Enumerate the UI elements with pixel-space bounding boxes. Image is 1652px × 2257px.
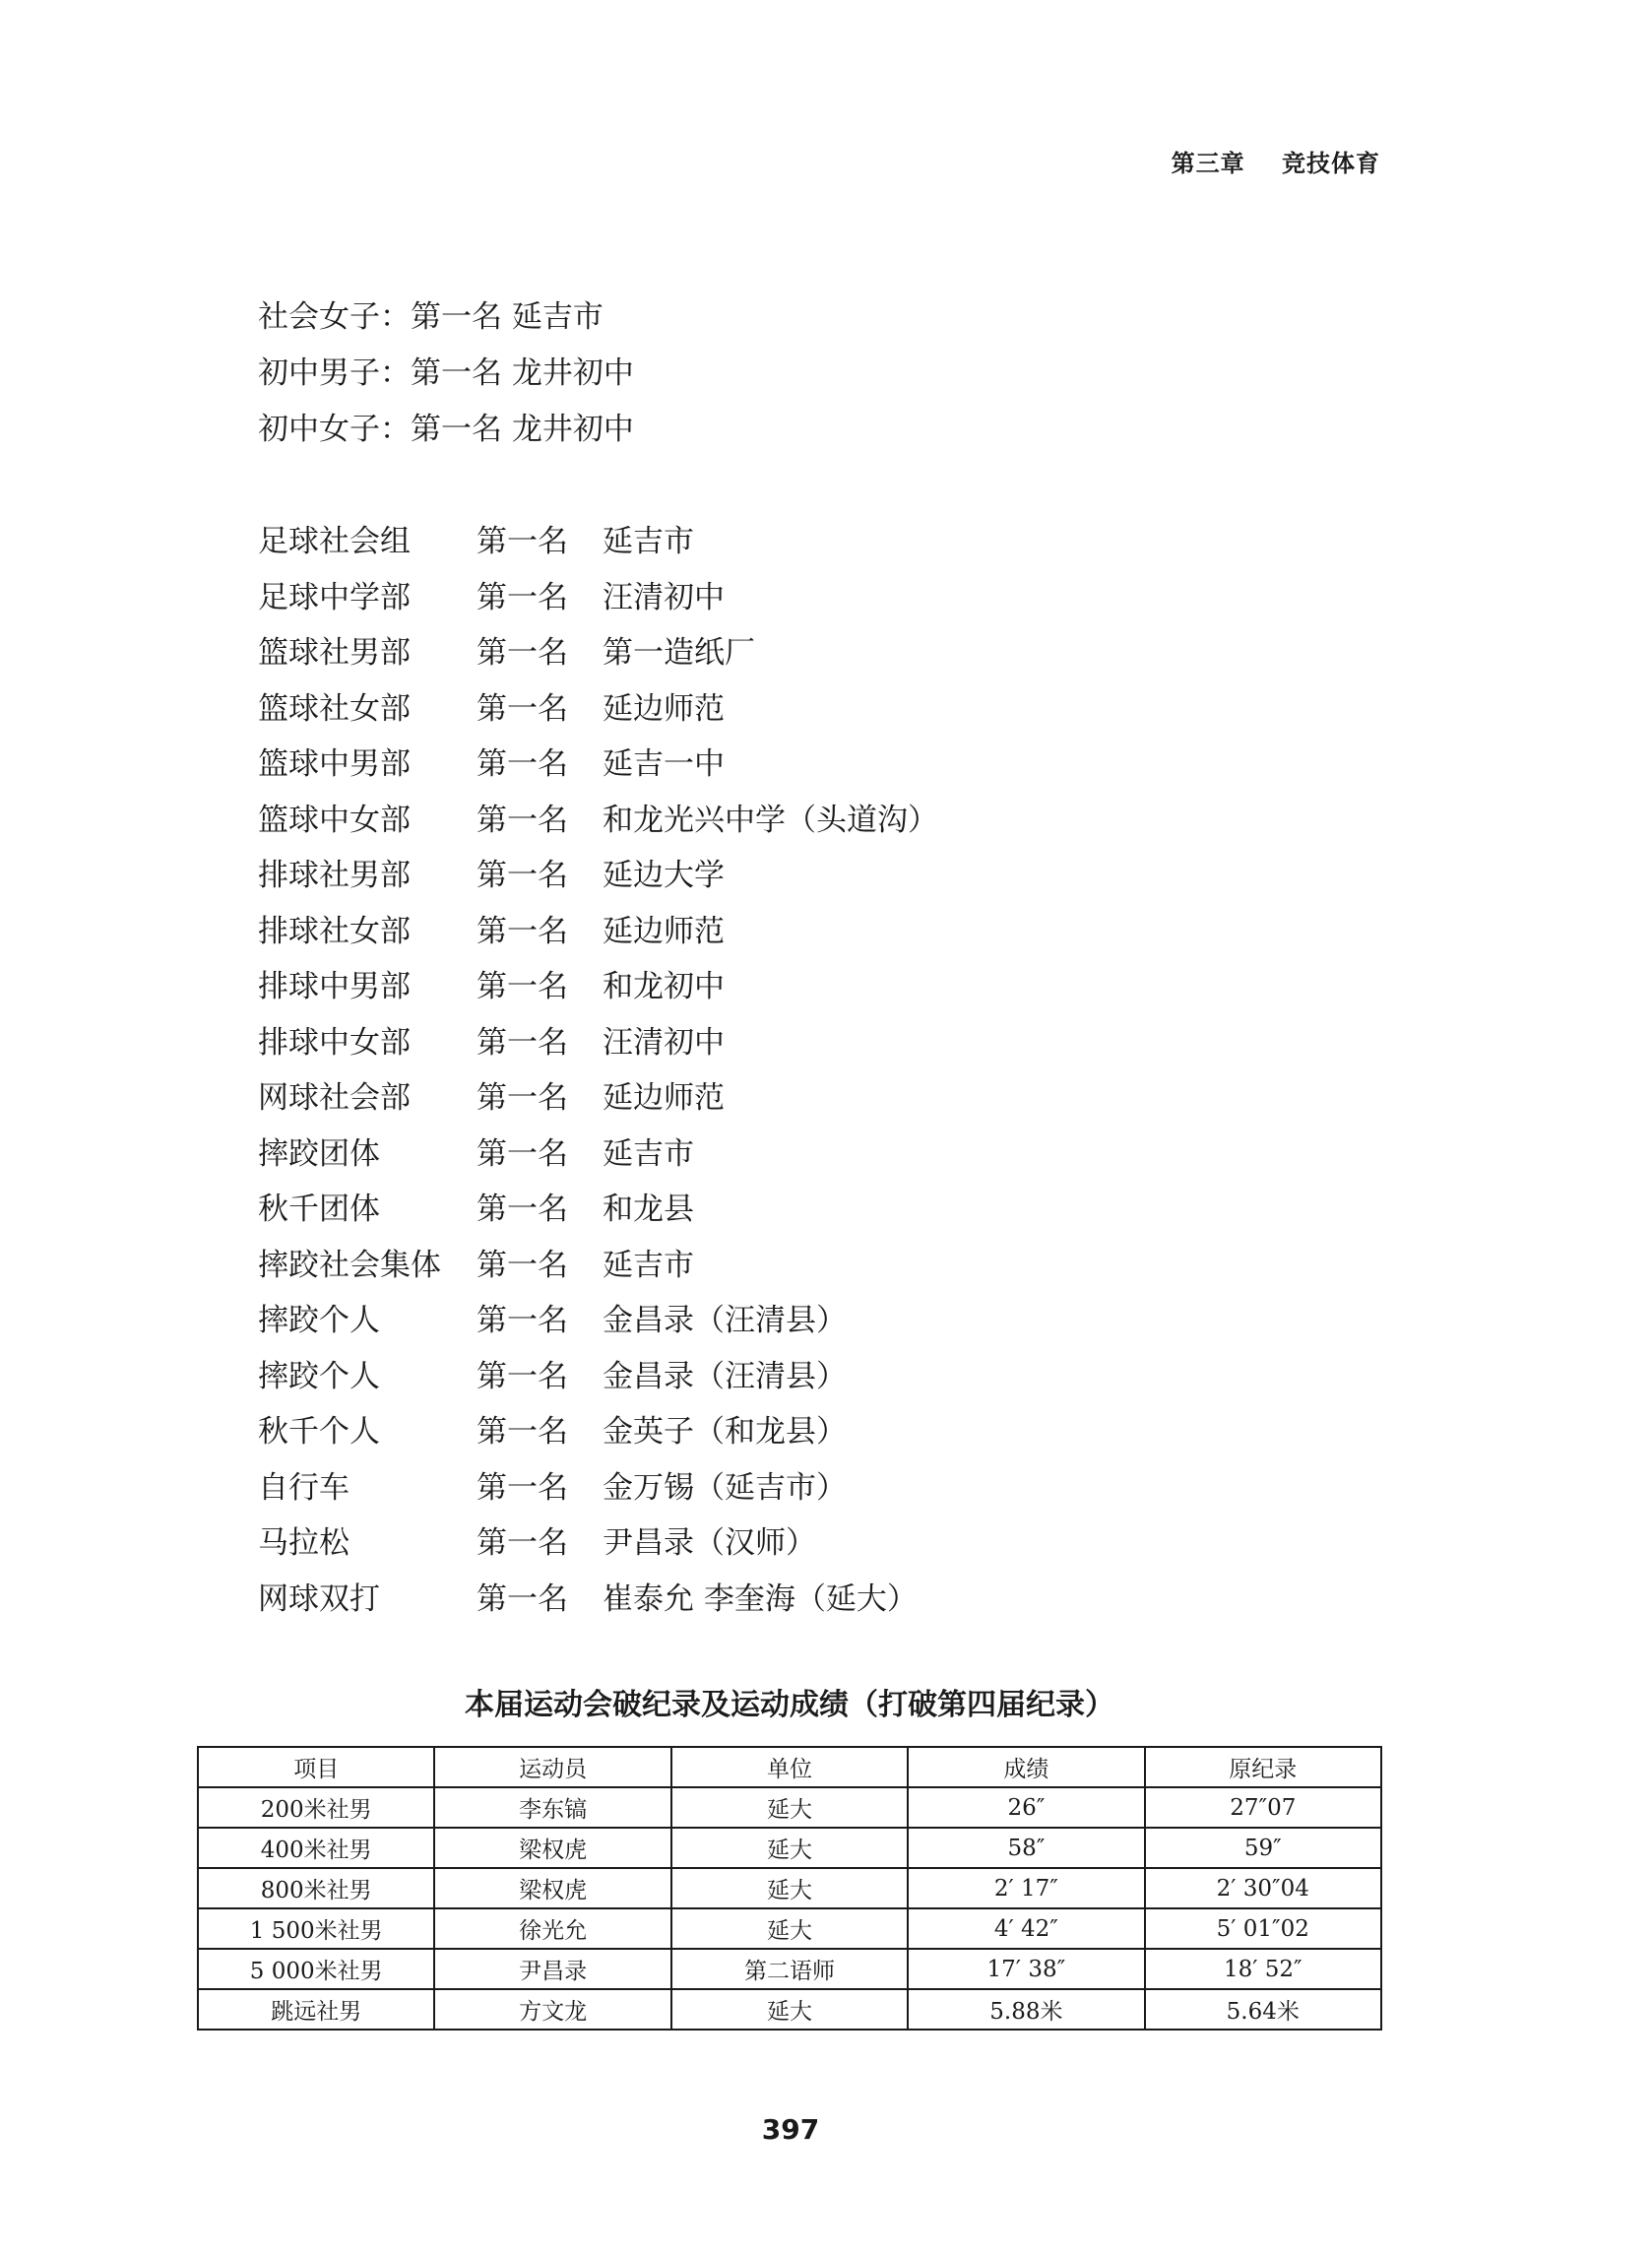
result-winner: 和龙县 [603, 1192, 694, 1227]
intro-line: 社会女子：第一名 延吉市 [258, 299, 604, 335]
table-row [198, 1868, 1381, 1908]
intro-block [258, 290, 634, 458]
table-cell: 2′ 17″ [908, 1868, 1144, 1908]
table-cell: 第二语师 [671, 1949, 908, 1989]
result-winner: 尹昌录（汉师） [603, 1525, 816, 1561]
results-list [258, 514, 938, 1627]
result-row [258, 1293, 938, 1349]
result-row [258, 681, 938, 738]
result-winner: 延吉市 [603, 524, 694, 559]
result-event: 排球社男部 [258, 858, 411, 893]
column-header: 单位 [671, 1747, 908, 1787]
table-cell: 27″07 [1145, 1787, 1381, 1828]
result-rank: 第一名 [477, 802, 568, 838]
table-cell: 梁权虎 [434, 1868, 670, 1908]
result-event: 马拉松 [258, 1525, 349, 1561]
result-event: 摔跤社会集体 [258, 1247, 441, 1283]
table-row [198, 1787, 1381, 1828]
column-header: 成绩 [908, 1747, 1144, 1787]
result-row [258, 1349, 938, 1405]
table-cell: 18′ 52″ [1145, 1949, 1381, 1989]
result-row [258, 1070, 938, 1127]
result-row [258, 793, 938, 849]
records-table-title: 本届运动会破纪录及运动成绩（打破第四届纪录） [465, 1688, 1114, 1722]
result-row [258, 1015, 938, 1071]
result-rank: 第一名 [477, 746, 568, 782]
result-rank: 第一名 [477, 1358, 568, 1394]
result-winner: 金万锡（延吉市） [603, 1469, 847, 1506]
result-row [258, 1572, 938, 1628]
result-winner: 金昌录（汪清县） [603, 1358, 847, 1394]
result-event: 摔跤团体 [258, 1135, 380, 1172]
table-cell: 延大 [671, 1908, 908, 1949]
table-cell: 延大 [671, 1787, 908, 1828]
result-event: 排球社女部 [258, 913, 411, 949]
result-event: 摔跤个人 [258, 1303, 380, 1338]
table-cell: 5′ 01″02 [1145, 1908, 1381, 1949]
result-row [258, 959, 938, 1015]
result-winner: 和龙光兴中学（头道沟） [603, 802, 938, 838]
result-event: 篮球中女部 [258, 802, 411, 838]
table-cell: 尹昌录 [434, 1949, 670, 1989]
column-header: 原纪录 [1145, 1747, 1381, 1787]
result-row [258, 1127, 938, 1183]
result-event: 篮球社男部 [258, 635, 411, 671]
intro-line: 初中男子：第一名 龙井初中 [258, 355, 634, 391]
result-rank: 第一名 [477, 579, 568, 615]
running-header: 第三章 竞技体育 [1171, 150, 1380, 177]
result-row [258, 570, 938, 626]
table-cell: 17′ 38″ [908, 1949, 1144, 1989]
result-winner: 延吉市 [603, 1247, 694, 1283]
result-row [258, 904, 938, 960]
result-rank: 第一名 [477, 635, 568, 671]
column-header: 项目 [198, 1747, 434, 1787]
result-row [258, 1515, 938, 1572]
result-event: 足球社会组 [258, 524, 411, 559]
result-rank: 第一名 [477, 1469, 568, 1506]
table-cell: 4′ 42″ [908, 1908, 1144, 1949]
result-event: 篮球中男部 [258, 746, 411, 782]
result-rank: 第一名 [477, 1414, 568, 1450]
result-row [258, 1404, 938, 1460]
table-cell: 梁权虎 [434, 1828, 670, 1868]
result-event: 摔跤个人 [258, 1358, 380, 1394]
result-winner: 汪清初中 [603, 579, 725, 615]
table-cell: 延大 [671, 1868, 908, 1908]
table-cell: 方文龙 [434, 1989, 670, 2030]
result-row [258, 514, 938, 570]
table-cell: 2′ 30″04 [1145, 1868, 1381, 1908]
result-rank: 第一名 [477, 1525, 568, 1561]
result-rank: 第一名 [477, 1580, 568, 1617]
table-cell: 1 500米社男 [198, 1908, 434, 1949]
table-cell: 59″ [1145, 1828, 1381, 1868]
result-row [258, 1182, 938, 1238]
result-winner: 延边师范 [603, 913, 725, 949]
result-winner: 延边大学 [603, 858, 725, 893]
table-cell: 徐光允 [434, 1908, 670, 1949]
page-number: 397 [761, 2113, 820, 2146]
result-rank: 第一名 [477, 690, 568, 727]
records-table-header-row [198, 1747, 1381, 1787]
result-rank: 第一名 [477, 1192, 568, 1227]
result-event: 排球中女部 [258, 1024, 411, 1061]
table-row [198, 1949, 1381, 1989]
result-winner: 延吉一中 [603, 746, 725, 782]
table-cell: 延大 [671, 1828, 908, 1868]
table-cell: 延大 [671, 1989, 908, 2030]
result-rank: 第一名 [477, 524, 568, 559]
result-event: 网球社会部 [258, 1080, 411, 1116]
table-cell: 800米社男 [198, 1868, 434, 1908]
table-cell: 5.88米 [908, 1989, 1144, 2030]
result-row [258, 625, 938, 681]
result-winner: 金昌录（汪清县） [603, 1303, 847, 1338]
result-winner: 第一造纸厂 [603, 635, 755, 671]
result-rank: 第一名 [477, 1024, 568, 1061]
result-winner: 延边师范 [603, 690, 725, 727]
table-row [198, 1908, 1381, 1949]
result-winner: 延吉市 [603, 1135, 694, 1172]
result-event: 自行车 [258, 1469, 349, 1506]
result-rank: 第一名 [477, 858, 568, 893]
result-event: 排球中男部 [258, 969, 411, 1004]
table-cell: 李东镐 [434, 1787, 670, 1828]
result-event: 秋千团体 [258, 1192, 380, 1227]
result-winner: 和龙初中 [603, 969, 725, 1004]
result-winner: 延边师范 [603, 1080, 725, 1116]
result-event: 篮球社女部 [258, 690, 411, 727]
result-row [258, 848, 938, 904]
table-cell: 200米社男 [198, 1787, 434, 1828]
column-header: 运动员 [434, 1747, 670, 1787]
table-row [198, 1828, 1381, 1868]
result-event: 秋千个人 [258, 1414, 380, 1450]
records-table [197, 1746, 1382, 2031]
table-cell: 跳远社男 [198, 1989, 434, 2030]
result-row [258, 1238, 938, 1294]
result-rank: 第一名 [477, 1247, 568, 1283]
result-rank: 第一名 [477, 1303, 568, 1338]
table-cell: 5.64米 [1145, 1989, 1381, 2030]
result-rank: 第一名 [477, 1135, 568, 1172]
result-rank: 第一名 [477, 969, 568, 1004]
table-cell: 400米社男 [198, 1828, 434, 1868]
result-event: 网球双打 [258, 1580, 380, 1617]
table-cell: 26″ [908, 1787, 1144, 1828]
result-event: 足球中学部 [258, 579, 411, 615]
result-row [258, 1460, 938, 1516]
result-rank: 第一名 [477, 1080, 568, 1116]
result-row [258, 737, 938, 793]
table-row [198, 1989, 1381, 2030]
result-rank: 第一名 [477, 913, 568, 949]
table-cell: 5 000米社男 [198, 1949, 434, 1989]
result-winner: 崔泰允 李奎海（延大） [603, 1580, 918, 1617]
result-winner: 金英子（和龙县） [603, 1414, 847, 1450]
table-cell: 58″ [908, 1828, 1144, 1868]
intro-line: 初中女子：第一名 龙井初中 [258, 412, 634, 447]
result-winner: 汪清初中 [603, 1024, 725, 1061]
